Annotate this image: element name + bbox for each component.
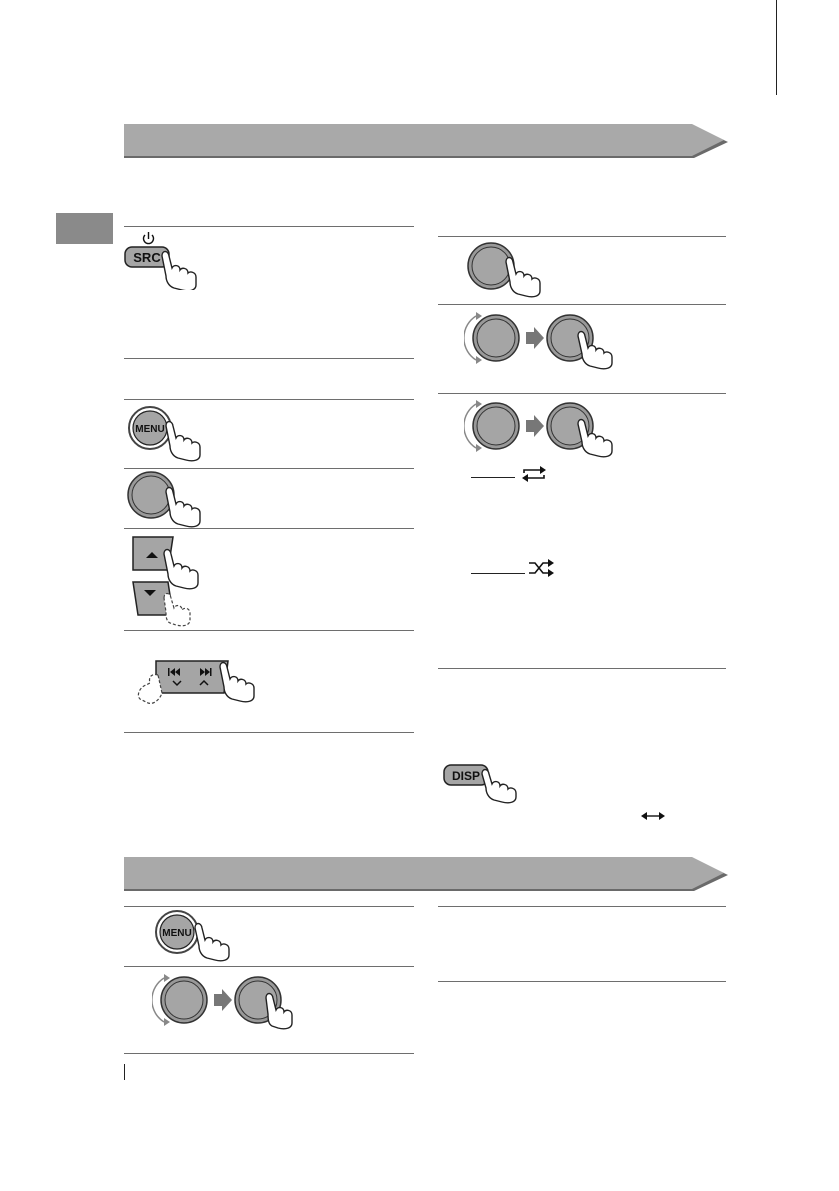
divider: [124, 528, 414, 529]
hand-press-icon: [220, 663, 254, 702]
double-arrow-icon: [640, 810, 666, 822]
divider: [124, 468, 414, 469]
menu-button-label: MENU: [162, 928, 192, 939]
control-dial-button[interactable]: [466, 240, 546, 300]
right-arrow-icon: [526, 415, 544, 437]
power-icon: [144, 232, 154, 244]
hand-press-icon: [195, 924, 229, 961]
disp-button[interactable]: [442, 762, 518, 804]
hand-press-icon: [578, 332, 612, 369]
right-arrow-icon: [214, 989, 232, 1011]
hand-press-dashed-icon: [164, 594, 190, 626]
repeat-underline: [471, 477, 515, 478]
divider: [124, 1053, 414, 1054]
hand-press-icon: [506, 258, 540, 297]
hand-press-icon: [482, 770, 516, 803]
divider: [438, 393, 726, 394]
divider: [438, 236, 726, 237]
right-arrow-icon: [526, 327, 544, 349]
language-side-tab: [56, 213, 113, 244]
divider: [124, 630, 414, 631]
shuffle-underline: [471, 573, 525, 574]
divider: [124, 906, 414, 907]
rotate-press-dial[interactable]: [464, 396, 616, 458]
divider: [124, 966, 414, 967]
divider: [124, 399, 414, 400]
hand-press-icon: [578, 420, 612, 457]
hand-press-icon: [166, 488, 200, 527]
repeat-icon: [519, 465, 549, 483]
src-button-label: SRC: [133, 250, 161, 265]
section-header-banner: [124, 124, 728, 161]
control-dial-icon: [161, 977, 207, 1023]
hand-press-icon: [164, 550, 198, 589]
divider: [438, 304, 726, 305]
menu-button-label: MENU: [135, 424, 165, 435]
disp-button-label: DISP: [451, 769, 481, 783]
menu-button[interactable]: [126, 404, 206, 466]
up-down-buttons[interactable]: [128, 532, 208, 628]
hand-press-icon: [166, 422, 200, 461]
divider: [438, 668, 726, 669]
divider: [124, 226, 414, 227]
control-dial-icon: [473, 315, 519, 361]
control-dial-button[interactable]: [126, 470, 206, 528]
menu-button[interactable]: [153, 910, 233, 962]
rotate-press-dial[interactable]: [464, 308, 616, 370]
divider: [124, 358, 414, 359]
page-number-marker: [124, 1064, 125, 1080]
control-dial-icon: [473, 403, 519, 449]
divider: [438, 981, 726, 982]
shuffle-icon: [527, 559, 557, 577]
divider: [124, 732, 414, 733]
page-top-rule: [776, 0, 777, 95]
hand-press-icon: [162, 252, 196, 291]
src-button[interactable]: [122, 230, 204, 290]
divider: [438, 906, 726, 907]
rotate-press-dial[interactable]: [152, 970, 302, 1032]
section-header-banner: [124, 857, 728, 894]
track-skip-buttons[interactable]: [128, 655, 258, 707]
hand-press-dashed-icon: [138, 674, 162, 703]
